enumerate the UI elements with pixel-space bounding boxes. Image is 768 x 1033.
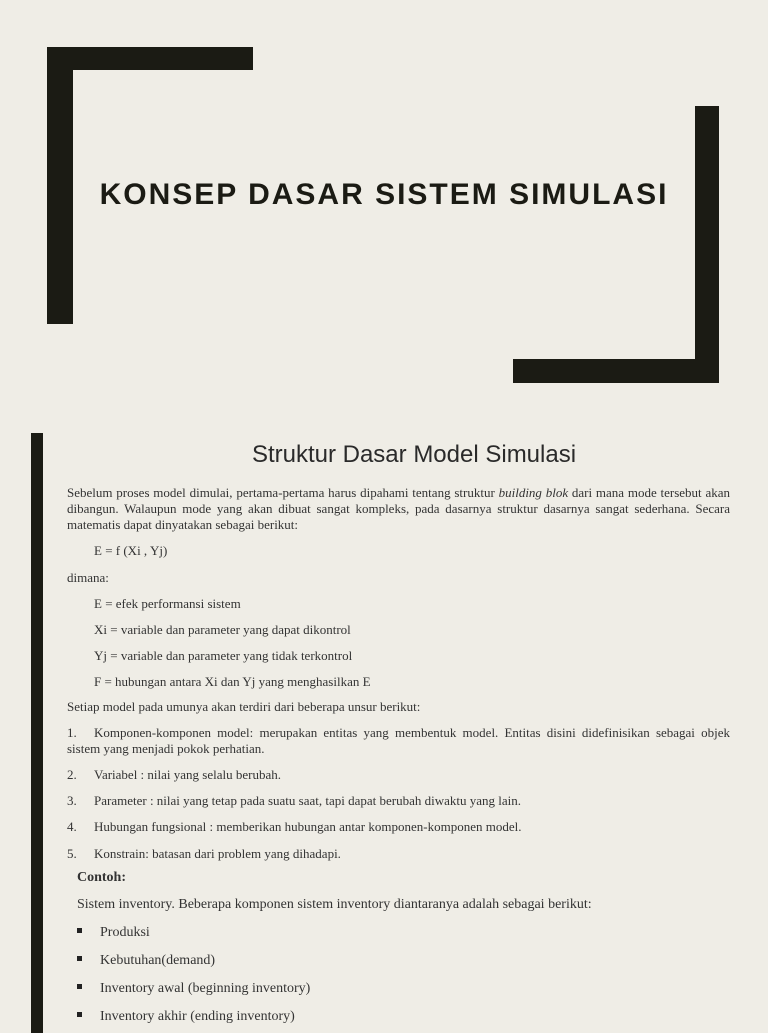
list-text: Komponen-komponen model: merupakan entitas yang membentuk model. Entitas disini didefinisikan sebagai objek sistem yang menjadi pokok perhatian.: [67, 725, 730, 756]
definition-xi: Xi = variable dan parameter yang dapat dikontrol: [94, 622, 351, 637]
intro-text-1: Sebelum proses model dimulai, pertama-pertama harus dipahami tentang struktur: [67, 485, 499, 500]
bullet-item: [77, 980, 310, 998]
bullet-text: Kebutuhan(demand): [100, 953, 216, 968]
bullet-square-icon: [77, 956, 82, 961]
intro-italic: building blok: [498, 485, 569, 500]
bullet-item: [77, 924, 150, 942]
example-text: Sistem inventory. Beberapa komponen sistem inventory diantaranya adalah sebagai berikut:: [77, 897, 592, 912]
bullet-text: Inventory akhir (ending inventory): [100, 1009, 295, 1024]
intro-paragraph: [67, 485, 730, 533]
list-item: [67, 767, 281, 783]
list-number: 1.: [67, 725, 77, 740]
bullet-square-icon: [77, 928, 82, 933]
dimana-label: dimana:: [67, 570, 109, 585]
list-item: [67, 846, 341, 862]
list-number: 5.: [67, 846, 77, 861]
frame-top-left-horizontal: [47, 47, 253, 70]
elements-intro: Setiap model pada umunya akan terdiri dari beberapa unsur berikut:: [67, 699, 421, 714]
bullet-text: Inventory awal (beginning inventory): [100, 981, 311, 996]
title-slide: [0, 0, 768, 405]
list-text: Konstrain: batasan dari problem yang dihadapi.: [94, 846, 341, 861]
frame-bottom-right-horizontal: [513, 359, 719, 383]
bullet-text: Produksi: [100, 925, 150, 940]
list-number: 3.: [67, 793, 77, 808]
list-text: Hubungan fungsional : memberikan hubungan antar komponen-komponen model.: [94, 819, 522, 834]
definition-yj: Yj = variable dan parameter yang tidak terkontrol: [94, 648, 353, 663]
list-text: Parameter : nilai yang tetap pada suatu saat, tapi dapat berubah diwaktu yang lain.: [94, 793, 522, 808]
bullet-item: [77, 1008, 295, 1026]
list-item: [67, 725, 730, 757]
list-number: 2.: [67, 767, 77, 782]
frame-bottom-right-vertical: [695, 106, 719, 383]
bullet-square-icon: [77, 1012, 82, 1017]
list-text: Variabel : nilai yang selalu berubah.: [94, 767, 281, 782]
formula: E = f (Xi , Yj): [94, 543, 168, 558]
bullet-item: [77, 952, 215, 970]
definition-f: F = hubungan antara Xi dan Yj yang menghasilkan E: [94, 674, 371, 689]
content-slide: [0, 405, 768, 1024]
intro-text-2: dari mana mode tersebut akan dibangun. Walaupun mode yang akan dibuat sangat kompleks, pada dasarnya struktur dasarnya sangat sederhana. Secara matematis dapat dinyatakan sebagai berikut:: [67, 485, 731, 532]
content-title: Struktur Dasar Model Simulasi: [251, 441, 577, 468]
slide-title: KONSEP DASAR SISTEM SIMULASI: [99, 178, 669, 211]
example-label: Contoh:: [77, 870, 127, 885]
left-accent-bar: [31, 433, 43, 1033]
list-item: [67, 793, 521, 809]
list-number: 4.: [67, 819, 77, 834]
bullet-square-icon: [77, 984, 82, 989]
list-item: [67, 819, 521, 835]
definition-e: E = efek performansi sistem: [94, 596, 241, 611]
